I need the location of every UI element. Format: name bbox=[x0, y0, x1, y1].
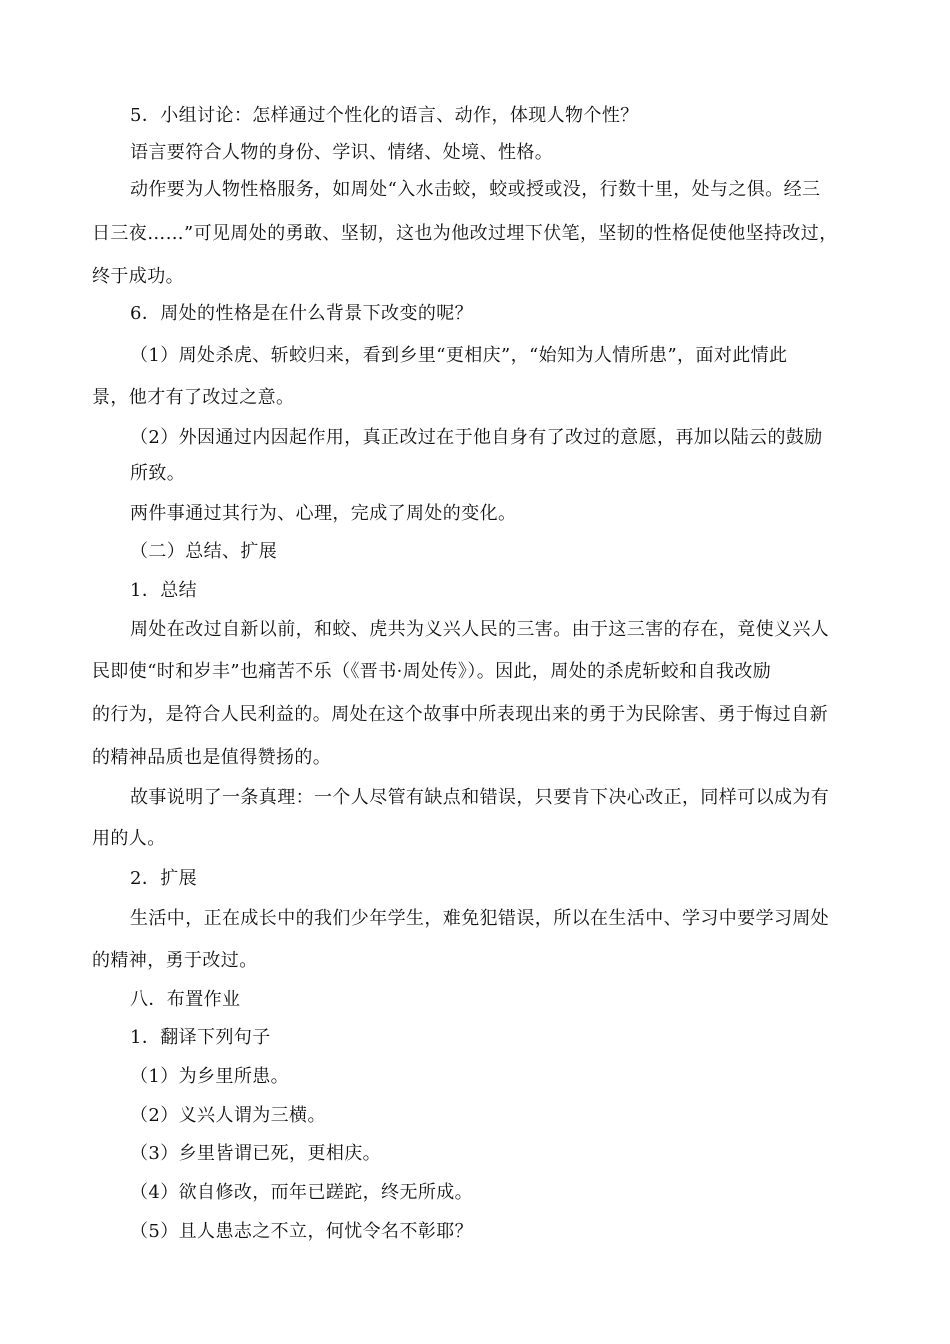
list-item: （1）为乡里所患。 bbox=[130, 1066, 290, 1087]
text-line: 故事说明了一条真理：一个人尽管有缺点和错误，只要肯下决心改正，同样可以成为有 bbox=[130, 787, 830, 808]
text-line: 日三夜……”可见周处的勇敢、坚韧，这也为他改过埋下伏笔，坚韧的性格促使他坚持改过， bbox=[92, 223, 838, 244]
list-item: （4）欲自修改，而年已蹉跎，终无所成。 bbox=[130, 1182, 474, 1203]
text-line: 语言要符合人物的身份、学识、情绪、处境、性格。 bbox=[130, 142, 554, 163]
text-line: 终于成功。 bbox=[92, 266, 184, 287]
subsection-heading: 2．扩展 bbox=[130, 868, 198, 889]
subsection-heading: 1．翻译下列句子 bbox=[130, 1027, 271, 1048]
text-line: 的精神，勇于改过。 bbox=[92, 950, 258, 971]
text-line: 6．周处的性格是在什么背景下改变的呢？ bbox=[130, 303, 474, 324]
list-item: （2）义兴人谓为三横。 bbox=[130, 1105, 326, 1126]
list-item: （5）且人患志之不立，何忧令名不彰耶？ bbox=[130, 1221, 474, 1242]
text-line: 的行为，是符合人民利益的。周处在这个故事中所表现出来的勇于为民除害、勇于悔过自新 bbox=[92, 704, 828, 725]
text-line: 用的人。 bbox=[92, 828, 166, 849]
text-line: 景，他才有了改过之意。 bbox=[92, 387, 295, 408]
text-line: 生活中，正在成长中的我们少年学生，难免犯错误，所以在生活中、学习中要学习周处 bbox=[130, 908, 830, 929]
text-line: 动作要为人物性格服务，如周处“入水击蛟，蛟或授或没，行数十里，处与之俱。经三 bbox=[130, 179, 821, 200]
text-line: 的精神品质也是值得赞扬的。 bbox=[92, 747, 332, 768]
text-line: 5．小组讨论：怎样通过个性化的语言、动作，体现人物个性？ bbox=[130, 105, 639, 126]
section-heading: 八．布置作业 bbox=[130, 989, 241, 1010]
text-line: 两件事通过其行为、心理，完成了周处的变化。 bbox=[130, 503, 517, 524]
text-line: （1）周处杀虎、斩蛟归来，看到乡里“更相庆”，“始知为人情所患”，面对此情此 bbox=[130, 345, 788, 366]
subsection-heading: 1．总结 bbox=[130, 580, 198, 601]
text-line: 所致。 bbox=[130, 463, 186, 484]
list-item: （3）乡里皆谓已死，更相庆。 bbox=[130, 1143, 382, 1164]
section-heading: （二）总结、扩展 bbox=[130, 541, 278, 562]
text-line: 周处在改过自新以前，和蛟、虎共为义兴人民的三害。由于这三害的存在，竟使义兴人 bbox=[130, 619, 830, 640]
text-line: （2）外因通过内因起作用，真正改过在于他自身有了改过的意愿，再加以陆云的鼓励 bbox=[130, 427, 823, 448]
text-line: 民即使“时和岁丰”也痛苦不乐（《晋书·周处传》）。因此，周处的杀虎斩蛟和自我改励 bbox=[92, 661, 772, 682]
